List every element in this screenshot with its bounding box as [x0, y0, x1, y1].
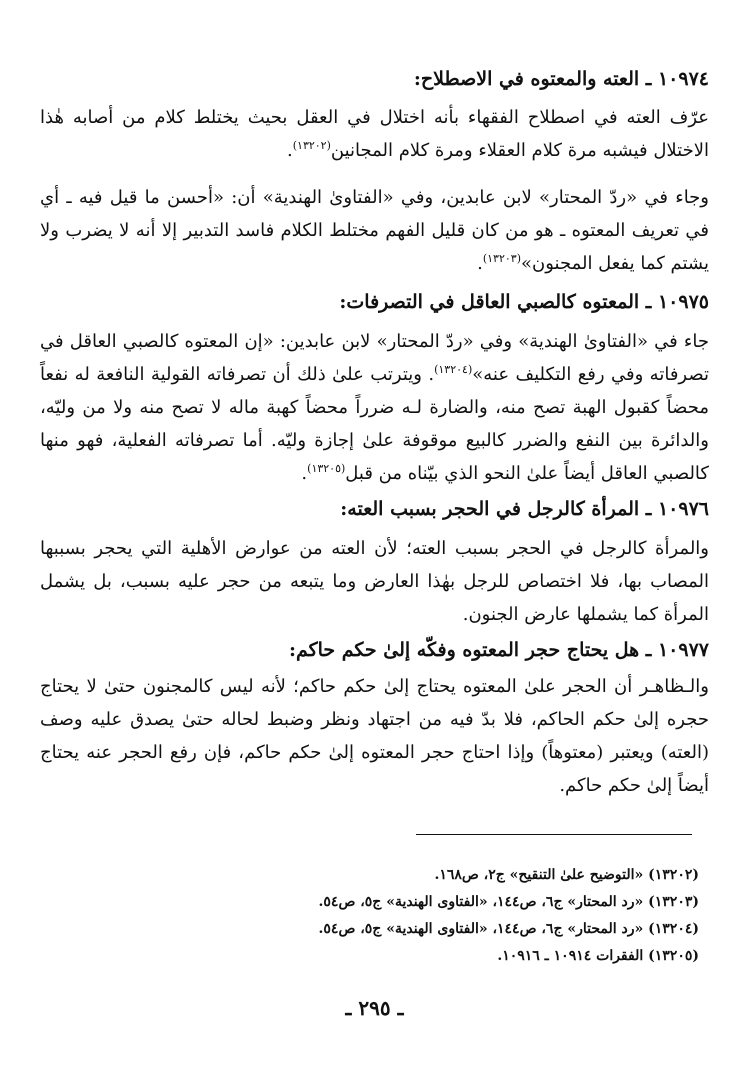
paragraph-text: جاء في «الفتاوىٰ الهندية» وفي «ردّ المحتار» لابن عابدين: «إن المعتوه كالصبي العاقل في تصرفاته وفي رفع التكليف عنه»: [40, 331, 709, 385]
section-heading-10976: ١٠٩٧٦ ـ المرأة كالرجل في الحجر بسبب العته:: [340, 498, 709, 520]
page-number: ـ ٢٩٥ ـ: [345, 996, 404, 1020]
footnotes: [40, 862, 699, 970]
paragraph-text: والمرأة كالرجل في الحجر بسبب العته؛ لأن العته من عوارض الأهلية التي يحجر بسببها المصاب بها، فلا اختصاص للرجل بهٰذا العارض وما يتبعه من حجر عليه بسبب، بل يشمل المرأة كما يشملها عارض الجنون.: [40, 538, 709, 625]
footnote-ref-13203: (١٣٢٠٣): [482, 252, 521, 265]
paragraph-transactions: [40, 325, 709, 490]
section-heading-10974: ١٠٩٧٤ ـ العته والمعتوه في الاصطلاح:: [413, 68, 709, 90]
paragraph-definition: [40, 101, 709, 167]
footnote-ref-13202: (١٣٢٠٢): [292, 139, 331, 152]
footnote-ref-13204: (١٣٢٠٤): [434, 363, 473, 376]
paragraph-text: عرّف العته في اصطلاح الفقهاء بأنه اختلال في العقل بحيث يختلط كلام من أصابه هٰذا الاختلال فيشبه مرة كلام العقلاء ومرة كلام المجانين: [40, 107, 709, 161]
section-heading-10977: ١٠٩٧٧ ـ هل يحتاج حجر المعتوه وفكّه إلىٰ حكم حاكم:: [288, 639, 709, 661]
paragraph-text: والـظاهـر أن الحجر علىٰ المعتوه يحتاج إلىٰ حكم حاكم؛ لأنه ليس كالمجنون حتىٰ لا يحتاج حجره إلىٰ حكم الحاكم، فلا بدّ فيه من اجتهاد ونظر وضبط لحاله حتىٰ يصدق عليه وصف (العته) ويعتبر (معتوهاً) وإذا احتاج حجر المعتوه إلىٰ حكم حاكم، فإن رفع الحجر عنه يحتاج أيضاً إلىٰ حكم حاكم.: [40, 676, 709, 796]
paragraph-text-continued: . ويترتب علىٰ ذلك أن تصرفاته القولية النافعة له نفعاً محضاً كقبول الهبة تصح منه، والضارة لـه ضرراً محضاً كهبة ماله لا تصح منه ولا من وليّه، والدائرة بين النفع والضرر كالبيع موقوفة علىٰ إجازة وليّه. أما تصرفاته الفعلية، فهو منها كالصبي العاقل أيضاً علىٰ النحو الذي بيّناه من قبل: [40, 364, 709, 484]
footnote-13204: (١٣٢٠٤) «رد المحتار» ج٦، ص١٤٤، «الفتاوى الهندية» ج٥، ص٥٤.: [318, 921, 699, 937]
paragraph-tail: .: [301, 463, 308, 484]
footnote-ref-13205: (١٣٢٠٥): [307, 462, 346, 475]
footnote-13203: (١٣٢٠٣) «رد المحتار» ج٦، ص١٤٤، «الفتاوى الهندية» ج٥، ص٥٤.: [318, 894, 699, 910]
paragraph-woman: [40, 532, 709, 631]
footnote-divider: [416, 834, 692, 835]
paragraph-text: وجاء في «ردّ المحتار» لابن عابدين، وفي «الفتاوىٰ الهندية» أن: «أحسن ما قيل فيه ـ أي في تعريف المعتوه ـ هو من كان قليل الفهم مختلط الكلام فاسد التدبير إلا أنه لا يضرب ولا يشتم كما يفعل المجنون»: [40, 187, 709, 274]
footnote-13205: (١٣٢٠٥) الفقرات ١٠٩١٤ ـ ١٠٩١٦.: [497, 948, 699, 964]
section-heading-10975: ١٠٩٧٥ ـ المعتوه كالصبي العاقل في التصرفات:: [339, 291, 709, 313]
paragraph-ibn-abidin: [40, 181, 709, 280]
paragraph-tail: .: [287, 140, 293, 161]
paragraph-judge: [40, 670, 709, 802]
footnote-13202: (١٣٢٠٢) «التوضيح علىٰ التنقيح» ج٢، ص١٦٨.: [434, 867, 699, 883]
paragraph-tail: .: [477, 253, 483, 274]
